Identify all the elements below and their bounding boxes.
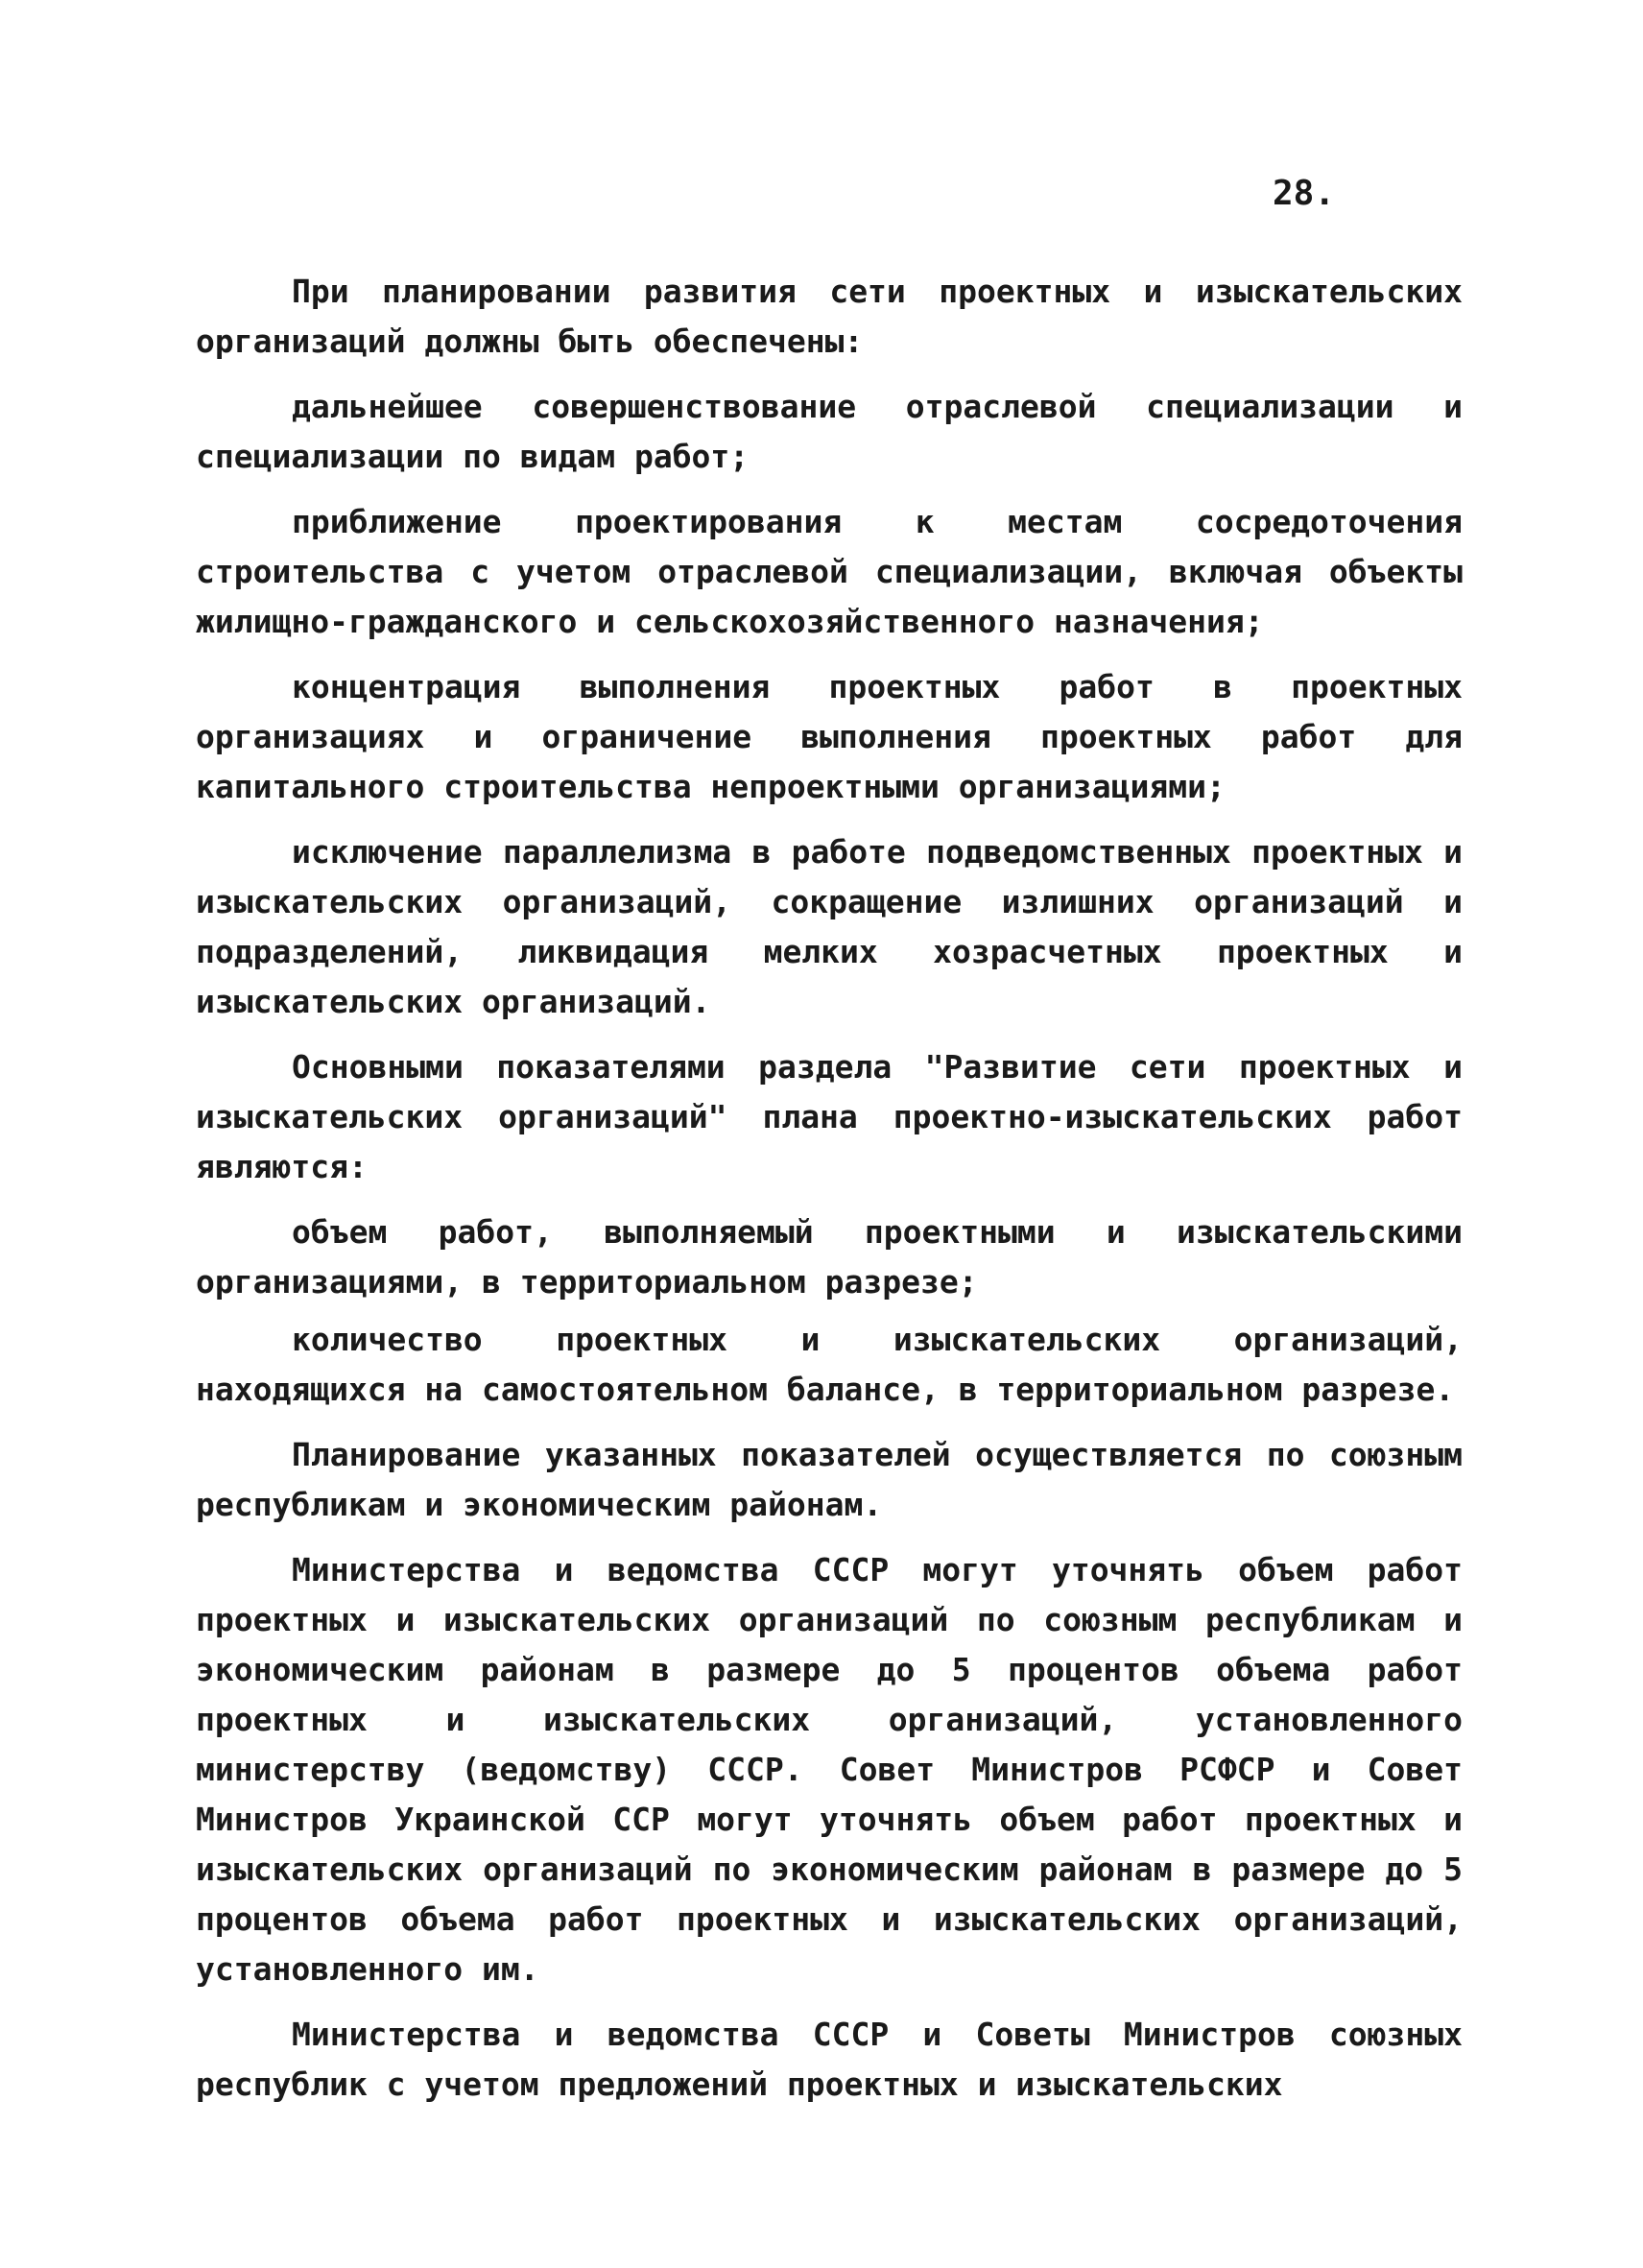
paragraph-main-indicators: Основными показателями раздела "Развитие сети проектных и изыскательских организаций" плана проектно-изыскательских работ являются:: [196, 1048, 1463, 1185]
page-number: 28.: [1273, 174, 1336, 213]
body-text: [196, 267, 1463, 2125]
paragraph-intro: При планировании развития сети проектных и изыскательских организаций должны быть обеспечены:: [196, 273, 1463, 360]
paragraph-count: количество проектных и изыскательских организаций, находящихся на самостоятельном балансе, в территориальном разрезе.: [196, 1321, 1463, 1408]
paragraph-ministries-councils: Министерства и ведомства СССР и Советы Министров союзных республик с учетом предложений проектных и изыскательских: [196, 2016, 1463, 2103]
paragraph-volume: объем работ, выполняемый проектными и изыскательскими организациями, в территориальном разрезе;: [196, 1213, 1463, 1301]
paragraph-ministries-refine: Министерства и ведомства СССР могут уточнять объем работ проектных и изыскательских организаций по союзным республикам и экономическим районам в размере до 5 процентов объема работ проектных и изыскательских организаций, установленного министерству (ведомству) СССР. Совет Министров РСФСР и Совет Министров Украинской ССР могут уточнять объем работ проектных и изыскательских организаций по экономическим районам в размере до 5 процентов объема работ проектных и изыскательских организаций, установленного им.: [196, 1551, 1463, 1988]
paragraph-proximity: приближение проектирования к местам сосредоточения строительства с учетом отраслевой специализации, включая объекты жилищно-гражданского и сельскохозяйственного назначения;: [196, 503, 1463, 640]
paragraph-exclusion: исключение параллелизма в работе подведомственных проектных и изыскательских организаций, сокращение излишних организаций и подразделений, ликвидация мелких хозрасчетных проектных и изыскательских организаций.: [196, 833, 1463, 1020]
paragraph-specialization: дальнейшее совершенствование отраслевой специализации и специализации по видам работ;: [196, 388, 1463, 475]
paragraph-planning: Планирование указанных показателей осуществляется по союзным республикам и экономическим районам.: [196, 1436, 1463, 1523]
paragraph-concentration: концентрация выполнения проектных работ в проектных организациях и ограничение выполнения проектных работ для капитального строительства непроектными организациями;: [196, 668, 1463, 805]
